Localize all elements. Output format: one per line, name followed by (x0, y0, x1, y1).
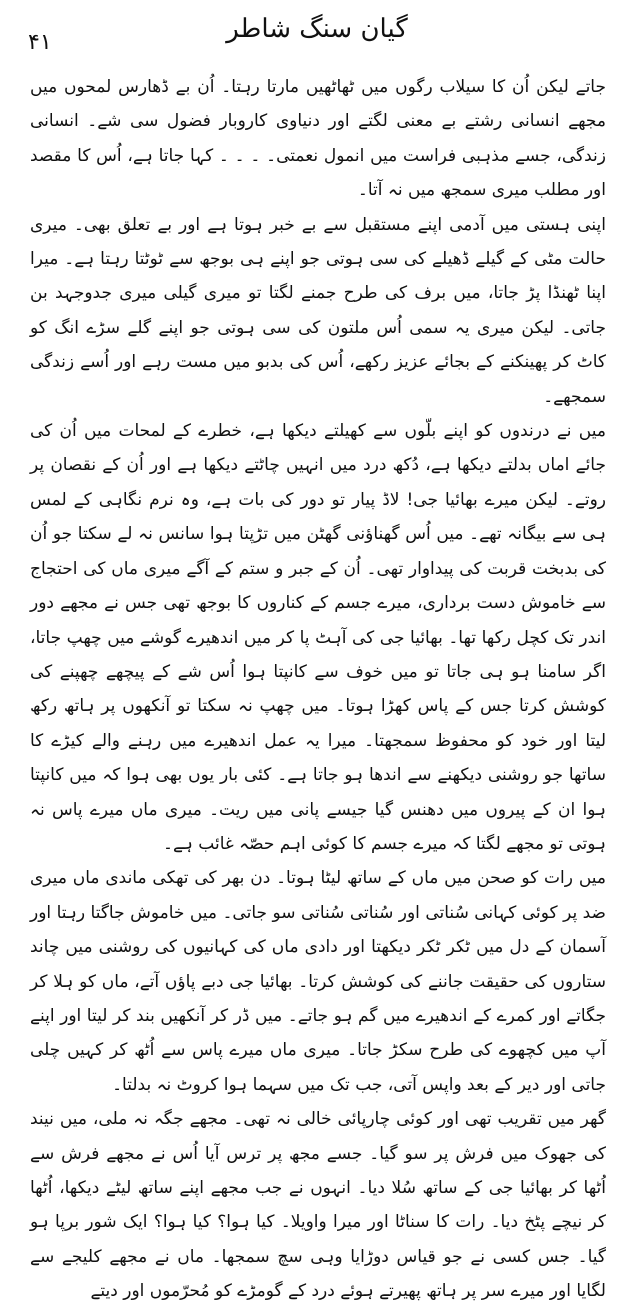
page-title: گیان سنگ شاطر (226, 14, 408, 44)
paragraph: اپنی ہستی میں آدمی اپنے مستقبل سے بے خبر ہوتا ہے اور بے تعلق بھی۔ میری حالت مٹی کے گیلے ڈھیلے کی سی ہوتی جو اپنے ہی بوجھ سے ٹوٹتا رہتا ہے۔ میرا اپنا ٹھنڈا پڑ جاتا، میں برف کی طرح جمنے لگتا تو میری گیلی میری جدوجہد بن جاتی۔ لیکن میری یہ سمی اُس ملتون کی سی ہوتی جو اپنے گلے سڑے انگ کو کاٹ کر پھینکنے کے بجائے عزیز رکھے، اُس کی بدبو میں مست رہے اور اُسے زندگی سمجھے۔ (30, 214, 606, 407)
paragraph: میں نے درندوں کو اپنے بلّوں سے کھیلتے دیکھا ہے، خطرے کے لمحات میں اُن کی جائے اماں بدلتے دیکھا ہے، دُکھ درد میں انہیں چاٹتے دیکھا ہے اور اُن کے نقصان پر روتے۔ لیکن میرے بھائیا جی! لاڈ پیار تو دور کی بات ہے، وہ نرم نگاہی کے لمس ہی سے بیگانہ تھے۔ میں اُس گھناؤنی گھٹن میں تڑپتا ہوا سانس نہ لے سکتا جو اُن کی بدبخت قربت کی پیداوار تھی۔ اُن کے جبر و ستم کے آگے میری ماں کی احتجاج سے خاموش دست برداری، میرے جسم کے کناروں کا بوجھ تھی جس نے مجھے دور اندر تک کچل رکھا تھا۔ بھائیا جی کی آہٹ پا کر میں اندھیرے گوشے میں چھپ جاتا، اگر سامنا ہو ہی جاتا تو میں خوف سے کانپتا ہوا اُس شے کے پیچھے چھپنے کی کوشش کرتا جس کے پاس کھڑا ہوتا۔ میں چھپ نہ سکتا تو آنکھوں پر ہاتھ رکھ لیتا اور خود کو محفوظ سمجھتا۔ میرا یہ عمل اندھیرے میں رہنے والے کیڑے کا ساتھا جو روشنی دیکھنے سے اندھا ہو جاتا ہے۔ کئی بار یوں بھی ہوا کہ میں کانپتا ہوا ان کے پیروں میں دھنس گیا جیسے پانی میں ریت۔ میری ماں میرے پاس نہ ہوتی تو مجھے لگتا کہ میرے جسم کا کوئی اہم حصّہ غائب ہے۔ (30, 421, 606, 854)
paragraph: میں رات کو صحن میں ماں کے ساتھ لیٹا ہوتا۔ دن بھر کی تھکی ماندی ماں میری ضد پر کوئی کہانی سُناتی اور سُناتی سُناتی سو جاتی۔ میں خاموش جاگتا رہتا اور آسمان کے دل میں ٹکر ٹکر دیکھتا اور دادی ماں کی کہانیوں کی روشنی میں چاند ستاروں کی حقیقت جاننے کی کوشش کرتا۔ بھائیا جی دبے پاؤں آتے، ماں کو ہلا کر جگاتے اور کمرے کے اندھیرے میں گم ہو جاتے۔ میں ڈر کر آنکھیں بند کر لیتا اور اپنے آپ میں کچھوے کی طرح سکڑ جاتا۔ میری ماں میرے پاس سے اُٹھ کر کہیں چلی جاتی اور دیر کے بعد واپس آتی، جب تک میں سہما ہوا کروٹ نہ بدلتا۔ (30, 868, 606, 1095)
paragraph: گھر میں تقریب تھی اور کوئی چارپائی خالی نہ تھی۔ مجھے جگہ نہ ملی، میں نیند کی جھوک میں فرش پر سو گیا۔ جسے مجھ پر ترس آیا اُس نے مجھے فرش سے اُٹھا کر بھائیا جی کے ساتھ سُلا دیا۔ انہوں نے جب مجھے اپنے ساتھ لیٹے دیکھا، اُٹھا کر نیچے پٹخ دیا۔ رات کا سناٹا اور میرا واویلا۔ کیا ہوا؟ کیا ہوا؟ ایک شور برپا ہو گیا۔ جس کسی نے جو قیاس دوڑایا وہی سچ سمجھا۔ ماں نے مجھے کلیجے سے لگایا اور میرے سر پر ہاتھ پھیرتے ہوئے درد کے گومڑے کو مُحرّموں اور دیتے (30, 1109, 606, 1302)
page-number: ۴۱ (28, 30, 52, 55)
paragraph: جاتے لیکن اُن کا سیلاب رگوں میں ٹھاٹھیں مارتا رہتا۔ اُن بے ڈھارس لمحوں میں مجھے انسانی رشتے بے معنی لگتے اور دنیاوی کاروبار فضول سی شے۔ انسانی زندگی، جسے مذہبی فراست میں انمول نعمتی۔ ۔ ۔ ۔ کہا جاتا ہے، اُس کا مقصد اور مطلب میری سمجھ میں نہ آتا۔ (30, 77, 606, 201)
page-header (0, 6, 634, 55)
body-text (30, 70, 606, 1302)
